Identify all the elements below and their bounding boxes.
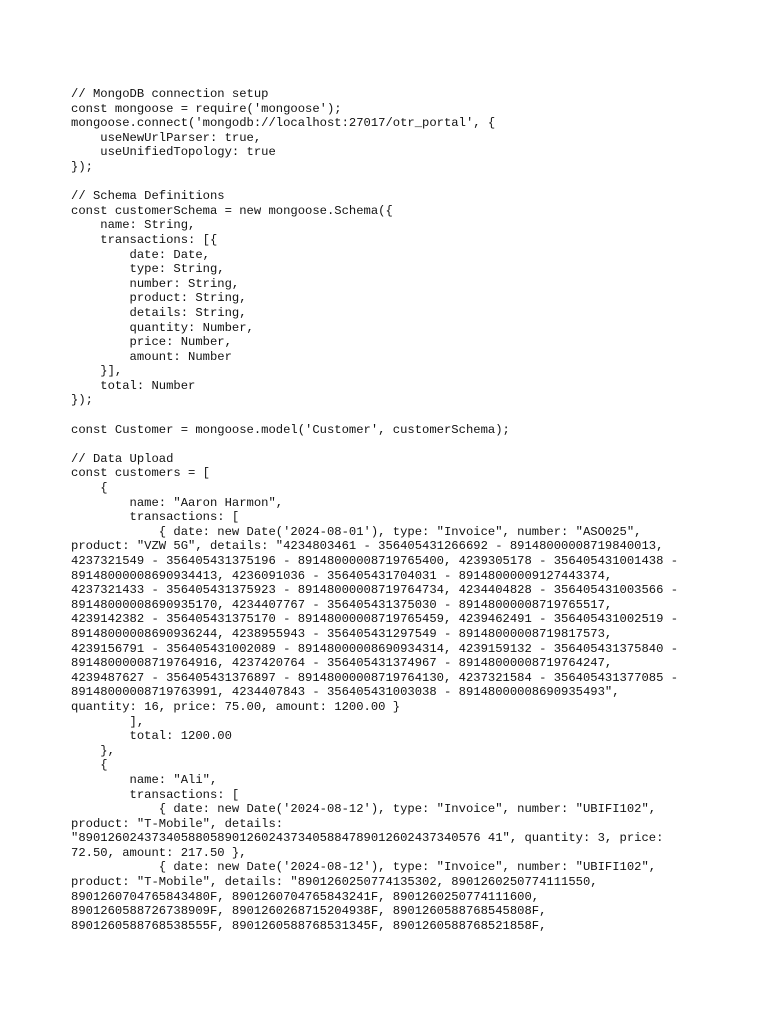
code-line: name: String, [71, 218, 196, 233]
code-line: quantity: Number, [71, 320, 254, 335]
code-line: product: String, [71, 291, 247, 306]
code-line: date: Date, [71, 247, 210, 262]
code-line: // Data Upload [71, 451, 174, 466]
code-line: 4239142382 - 356405431375170 - 89148000008719765459, 4239462491 - 356405431002519 - [71, 612, 679, 627]
code-line: name: "Ali", [71, 772, 218, 787]
code-line: { [71, 481, 108, 496]
code-line: 89148000008690936244, 4238955943 - 356405431297549 - 89148000008719817573, [71, 626, 613, 641]
code-line: number: String, [71, 276, 240, 291]
code-line: { date: new Date('2024-08-01'), type: "Invoice", number: "ASO025", [71, 524, 642, 539]
code-line: 8901260588726738909F, 8901260268715204938F, 8901260588768545808F, [71, 904, 547, 919]
code-line [71, 408, 701, 423]
code-line: const customers = [ [71, 466, 210, 481]
code-line: total: Number [71, 378, 196, 393]
code-line: const mongoose = require('mongoose'); [71, 101, 342, 116]
code-line: useNewUrlParser: true, [71, 130, 262, 145]
code-line: 89148000008690935170, 4234407767 - 356405431375030 - 89148000008719765517, [71, 597, 613, 612]
code-line: 8901260704765843480F, 8901260704765843241F, 8901260250774111600, [71, 889, 540, 904]
code-line: amount: Number [71, 349, 232, 364]
code-line: }, [71, 743, 115, 758]
code-line: product: "T-Mobile", details: "8901260250774135302, 8901260250774111550, [71, 875, 598, 890]
code-line: mongoose.connect('mongodb://localhost:27017/otr_portal', { [71, 116, 496, 131]
code-line: 89148000008690934413, 4236091036 - 356405431704031 - 89148000009127443374, [71, 568, 613, 583]
code-line: product: "T-Mobile", details: [71, 816, 284, 831]
code-line: transactions: [{ [71, 232, 218, 247]
code-line: // Schema Definitions [71, 189, 225, 204]
code-line: }], [71, 364, 123, 379]
code-line: 89148000008719763991, 4234407843 - 356405431003038 - 89148000008690935493", [71, 685, 620, 700]
code-line: total: 1200.00 [71, 729, 232, 744]
code-line: "8901260243734058805890126024373405884789012602437340576 41", quantity: 3, price: [71, 831, 664, 846]
code-line: 89148000008719764916, 4237420764 - 356405431374967 - 89148000008719764247, [71, 656, 613, 671]
code-line: type: String, [71, 262, 225, 277]
code-line: transactions: [ [71, 510, 240, 525]
code-line [71, 437, 701, 452]
code-line: product: "VZW 5G", details: "4234803461 - 356405431266692 - 89148000008719840013, [71, 539, 664, 554]
code-line: }); [71, 159, 93, 174]
code-line: 4239487627 - 356405431376897 - 89148000008719764130, 4237321584 - 356405431377085 - [71, 670, 679, 685]
code-line: 4237321549 - 356405431375196 - 89148000008719765400, 4239305178 - 356405431001438 - [71, 554, 679, 568]
code-line: // MongoDB connection setup [71, 87, 269, 101]
code-line: }); [71, 393, 93, 408]
code-line: ], [71, 714, 145, 729]
code-line: details: String, [71, 305, 247, 320]
code-line: { date: new Date('2024-08-12'), type: "Invoice", number: "UBIFI102", [71, 860, 657, 875]
code-line: transactions: [ [71, 787, 240, 802]
code-block [71, 87, 701, 933]
code-line: { [71, 758, 108, 773]
code-line [71, 175, 701, 190]
code-line: const customerSchema = new mongoose.Schema({ [71, 203, 393, 218]
code-line: const Customer = mongoose.model('Customer', customerSchema); [71, 422, 510, 437]
code-line: 4237321433 - 356405431375923 - 89148000008719764734, 4234404828 - 356405431003566 - [71, 583, 679, 598]
code-line: name: "Aaron Harmon", [71, 495, 284, 510]
code-line: 4239156791 - 356405431002089 - 89148000008690934314, 4239159132 - 356405431375840 - [71, 641, 679, 656]
code-line: 8901260588768538555F, 8901260588768531345F, 8901260588768521858F, [71, 918, 547, 933]
code-line: 72.50, amount: 217.50 }, [71, 845, 247, 860]
code-line: quantity: 16, price: 75.00, amount: 1200.00 } [71, 699, 401, 714]
code-line: useUnifiedTopology: true [71, 145, 276, 160]
code-line: price: Number, [71, 335, 232, 350]
code-line: { date: new Date('2024-08-12'), type: "Invoice", number: "UBIFI102", [71, 802, 657, 817]
